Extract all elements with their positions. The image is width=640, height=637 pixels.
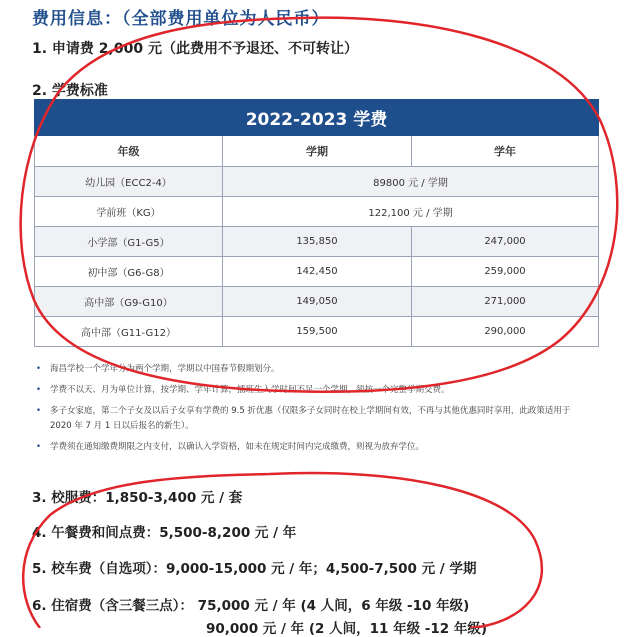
merged-fee-cell: 89800 元 / 学期 (223, 167, 599, 197)
table-row (35, 167, 599, 197)
header-term: 学期 (223, 136, 412, 167)
grade-cell: 小学部（G1-G5） (35, 227, 223, 257)
grade-cell: 高中部（G9-G10） (35, 287, 223, 317)
boarding-fee-item-2: 90,000 元 / 年 (2 人间，11 年级 -12 年级) (206, 621, 488, 637)
table-row (35, 197, 599, 227)
year-fee-cell: 259,000 (412, 257, 599, 287)
tuition-table (34, 99, 599, 347)
note-item (36, 362, 576, 377)
application-fee-item: 1. 申请费 2,000 元（此费用不予退还、不可转让） (32, 41, 358, 57)
header-grade: 年级 (35, 136, 223, 167)
term-fee-cell: 149,050 (223, 287, 412, 317)
header-year: 学年 (412, 136, 599, 167)
term-fee-cell: 159,500 (223, 317, 412, 347)
grade-cell: 学前班（KG） (35, 197, 223, 227)
page-heading: 费用信息：（全部费用单位为人民币） (32, 9, 330, 29)
bullet-icon: • (36, 364, 42, 374)
table-row (35, 257, 599, 287)
year-fee-cell: 290,000 (412, 317, 599, 347)
bullet-icon: • (36, 442, 42, 452)
note-text: 多子女家庭，第二个子女及以后子女享有学费的 9.5 折优惠（仅限多子女同时在校上学期间有效，不再与其他优惠同时享用，此政策适用于 2020 年 7 月 1 日以后报名的新生）。 (50, 406, 571, 431)
note-item (36, 440, 576, 455)
uniform-fee-item: 3. 校服费：1,850-3,400 元 / 套 (32, 490, 243, 506)
grade-cell: 高中部（G11-G12） (35, 317, 223, 347)
note-item (36, 383, 576, 398)
bus-fee-item: 5. 校车费（自选项）：9,000-15,000 元 / 年；4,500-7,500 元 / 学期 (32, 561, 477, 577)
year-fee-cell: 271,000 (412, 287, 599, 317)
term-fee-cell: 135,850 (223, 227, 412, 257)
table-row (35, 287, 599, 317)
note-text: 学费不以天、月为单位计算，按学期、学年计算，插班生入学时间不足一个学期，须按一个完整学期交费。 (50, 385, 450, 395)
note-text: 海昌学校一个学年分为两个学期，学期以中国春节假期划分。 (50, 364, 280, 374)
grade-cell: 幼儿园（ECC2-4） (35, 167, 223, 197)
table-row (35, 317, 599, 347)
boarding-fee-item: 6. 住宿费（含三餐三点）： 75,000 元 / 年 (4 人间，6 年级 -10 年级) (32, 598, 470, 614)
notes-list (36, 362, 576, 461)
table-title: 2022-2023 学费 (35, 100, 599, 136)
note-text: 学费须在通知缴费期限之内支付，以确认入学资格，如未在规定时间内完成缴费，则视为放弃学位。 (50, 442, 425, 452)
lunch-fee-item: 4. 午餐费和间点费：5,500-8,200 元 / 年 (32, 525, 297, 541)
term-fee-cell: 142,450 (223, 257, 412, 287)
bullet-icon: • (36, 406, 42, 416)
grade-cell: 初中部（G6-G8） (35, 257, 223, 287)
bullet-icon: • (36, 385, 42, 395)
tuition-section-title: 2. 学费标准 (32, 83, 108, 99)
note-item (36, 404, 576, 434)
year-fee-cell: 247,000 (412, 227, 599, 257)
table-row (35, 227, 599, 257)
merged-fee-cell: 122,100 元 / 学期 (223, 197, 599, 227)
